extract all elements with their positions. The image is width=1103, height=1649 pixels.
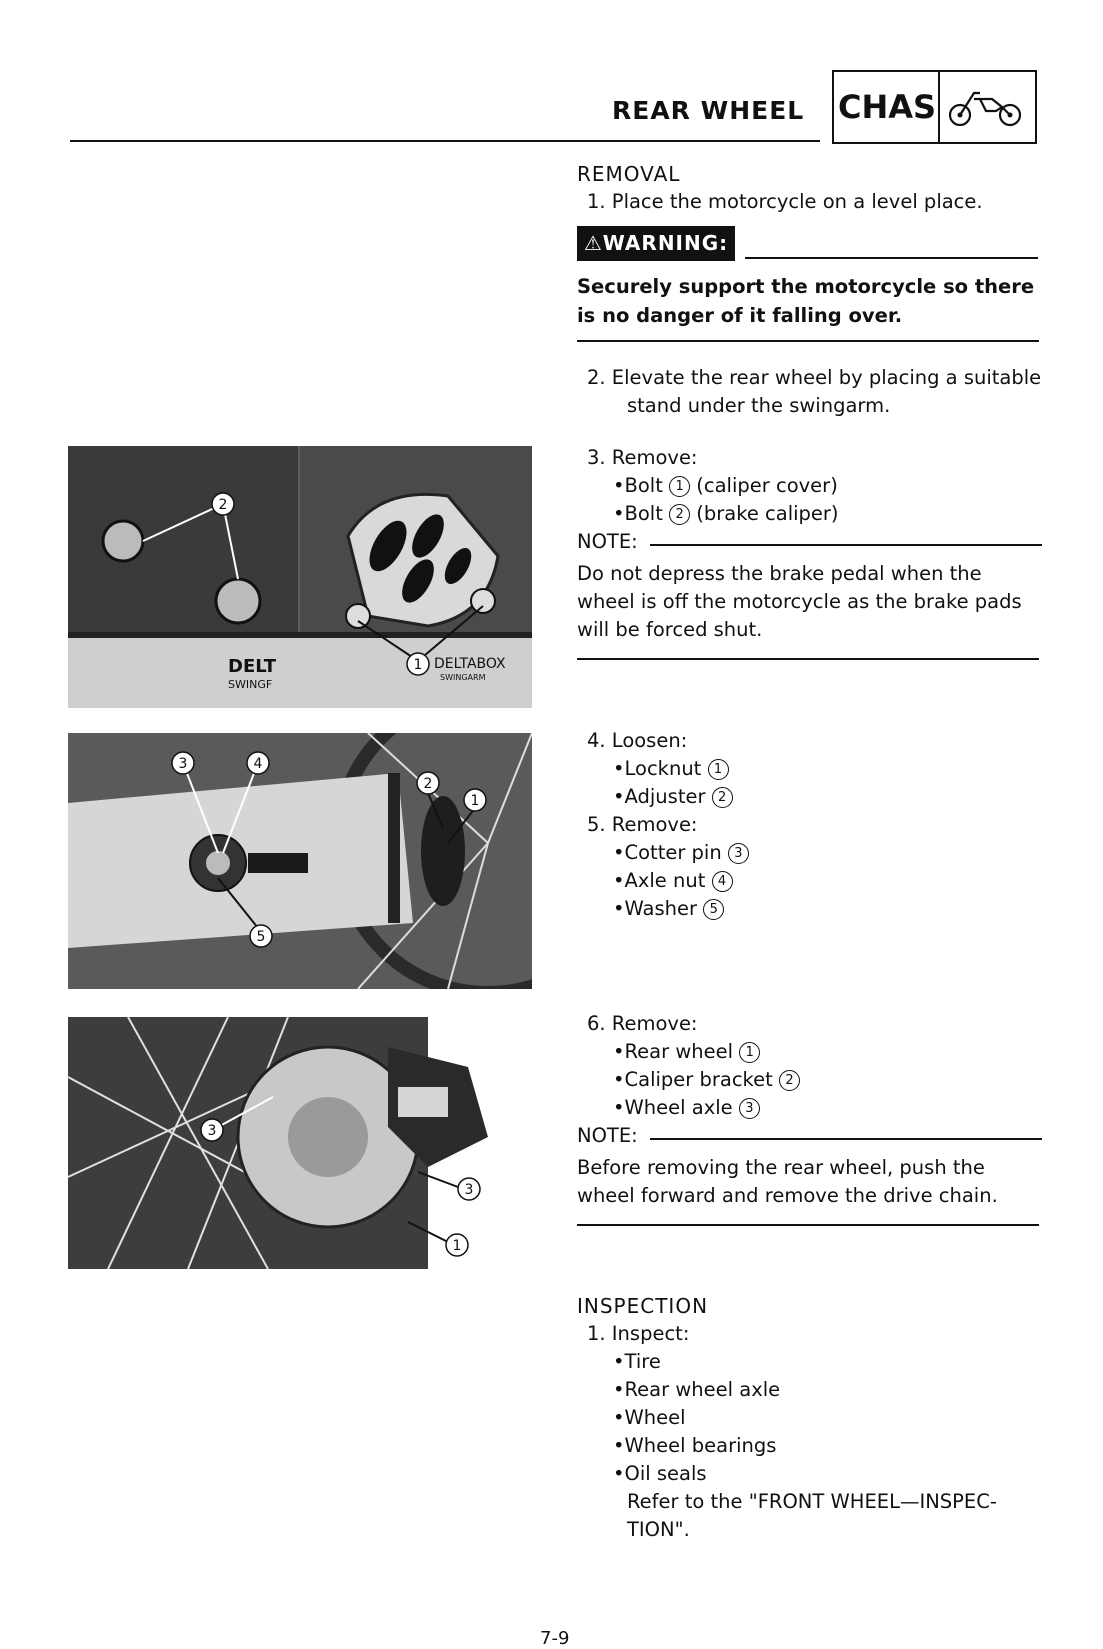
- callout-1: 1: [413, 657, 423, 673]
- list-item: •Locknut 1: [577, 755, 1078, 783]
- removal-step-6: 6. Remove:: [587, 1012, 698, 1035]
- refer-text-b: TION".: [627, 1518, 690, 1541]
- photo-axle-adjuster: [68, 733, 532, 989]
- warning-rule: [745, 257, 1038, 259]
- callout-1: 1: [452, 1238, 462, 1254]
- motorcycle-icon: [946, 85, 1026, 129]
- note-end-rule: [577, 658, 1039, 660]
- deltabox-sublabel: SWINGARM: [440, 673, 486, 682]
- refer-text-a: Refer to the "FRONT WHEEL—INSPEC-: [627, 1490, 997, 1513]
- callout-number: 1: [669, 476, 690, 497]
- list-item: •Adjuster 2: [577, 783, 1078, 811]
- swingarm-sublabel: SWINGF: [228, 678, 273, 691]
- note-text: Before removing the rear wheel, push the wheel forward and remove the drive chain.: [577, 1156, 998, 1207]
- page-number: 7-9: [540, 1628, 570, 1649]
- callout-3: 3: [178, 756, 188, 772]
- list-item: •Bolt 2 (brake caliper): [613, 502, 839, 525]
- list-item: •Bolt 1 (caliper cover): [613, 474, 838, 497]
- callout-3b: 3: [464, 1182, 474, 1198]
- page-title: REAR WHEEL: [612, 96, 805, 125]
- list-item: •Rear wheel axle: [613, 1378, 781, 1401]
- list-item: •Cotter pin 3: [577, 839, 1078, 867]
- callout-5: 5: [256, 929, 266, 945]
- header-rule: [70, 140, 820, 142]
- warning-text: Securely support the motorcycle so there is no danger of it falling over.: [577, 275, 1035, 327]
- note-end-rule: [577, 1224, 1039, 1226]
- removal-step-4: 4. Loosen:: [587, 729, 688, 752]
- removal-step-5: 5. Remove:: [587, 813, 698, 836]
- warning-label: ⚠WARNING:: [577, 226, 735, 261]
- removal-step-1: 1. Place the motorcycle on a level place.: [587, 190, 983, 213]
- removal-step-3: 3. Remove:: [587, 446, 698, 469]
- deltabox-label: DELTABOX: [434, 656, 506, 672]
- list-item: •Tire: [613, 1350, 661, 1373]
- list-item: •Caliper bracket 2: [577, 1066, 1078, 1094]
- callout-3: 3: [207, 1123, 217, 1139]
- callout-4: 4: [253, 756, 263, 772]
- note-header: [577, 528, 1042, 556]
- removal-step-2b: stand under the swingarm.: [627, 394, 891, 417]
- removal-heading: REMOVAL: [577, 162, 681, 186]
- list-item: •Washer 5: [577, 895, 1078, 923]
- photo-rear-wheel: [68, 1017, 532, 1269]
- note-text: Do not depress the brake pedal when the wheel is off the motorcycle as the brake pads will be forced shut.: [577, 562, 1022, 641]
- inspection-step-1: 1. Inspect:: [587, 1322, 690, 1345]
- photo-caliper-cover: [68, 446, 532, 708]
- note-label: NOTE:: [577, 1124, 638, 1147]
- callout-number: 2: [669, 504, 690, 525]
- warning-end-rule: [577, 340, 1039, 342]
- list-item: •Axle nut 4: [577, 867, 1078, 895]
- callout-1: 1: [470, 793, 480, 809]
- removal-step-2a: 2. Elevate the rear wheel by placing a suitable: [587, 366, 1042, 389]
- section-badge-label: CHAS: [838, 88, 937, 126]
- note-label: NOTE:: [577, 530, 638, 553]
- list-item: •Wheel: [613, 1406, 686, 1429]
- list-item: •Oil seals: [613, 1462, 707, 1485]
- list-item: •Wheel axle 3: [577, 1094, 1078, 1122]
- swingarm-label: DELT: [228, 656, 277, 677]
- badge-divider: [938, 70, 940, 144]
- list-item: •Wheel bearings: [613, 1434, 777, 1457]
- callout-2: 2: [218, 497, 228, 513]
- inspection-heading: INSPECTION: [577, 1294, 709, 1318]
- note-header: [577, 1122, 1042, 1150]
- callout-2: 2: [423, 776, 433, 792]
- list-item: •Rear wheel 1: [577, 1038, 1078, 1066]
